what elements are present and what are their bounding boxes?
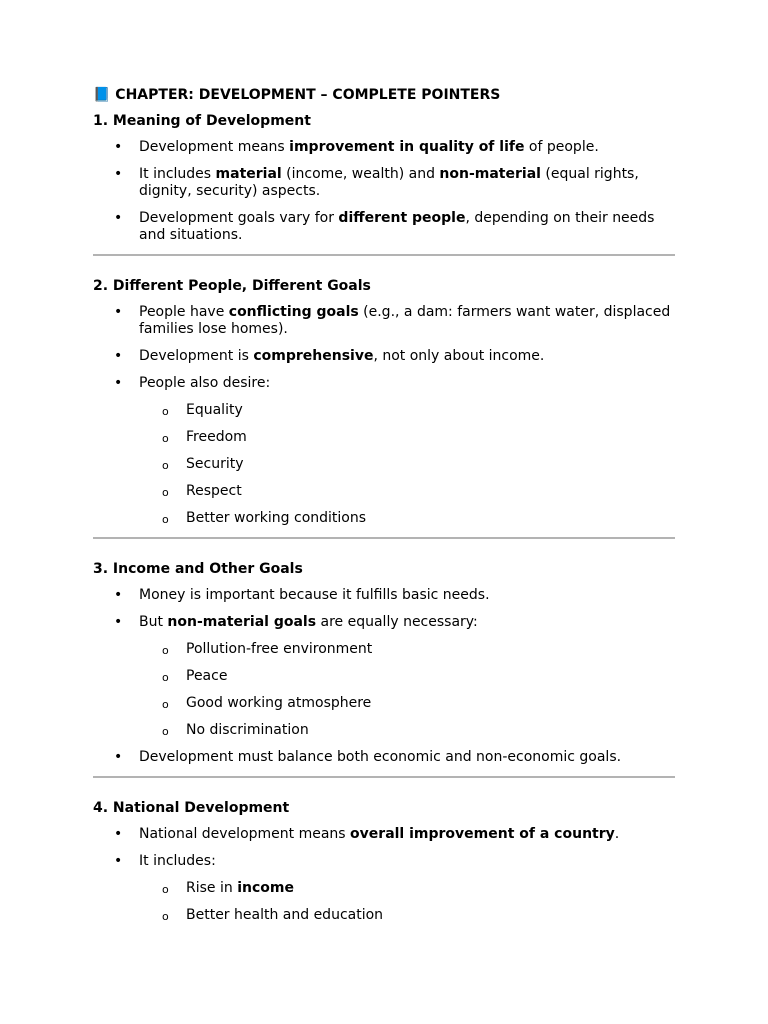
circle-bullet-icon: o xyxy=(162,405,169,418)
sub-list-item: o Good working atmosphere xyxy=(162,695,372,711)
sub-list-item: o Pollution-free environment xyxy=(162,641,373,657)
sub-list-item: o Rise in income xyxy=(162,880,294,896)
circle-bullet-icon: o xyxy=(162,459,169,472)
bullet-icon: • xyxy=(114,139,123,155)
bullet-icon: • xyxy=(114,166,123,182)
sub-list-item: o Security xyxy=(162,456,244,472)
circle-bullet-icon: o xyxy=(162,698,169,711)
section-heading: 4. National Development xyxy=(93,800,290,816)
circle-bullet-icon: o xyxy=(162,513,169,526)
sub-bullet-list xyxy=(139,880,675,924)
section-divider xyxy=(93,537,675,539)
bullet-icon: • xyxy=(114,210,123,226)
sub-list-item: o Respect xyxy=(162,483,242,499)
sub-list-item: o No discrimination xyxy=(162,722,309,738)
bullet-list xyxy=(93,139,675,244)
section-income-other-goals xyxy=(93,561,675,766)
document-title: 📘 CHAPTER: DEVELOPMENT – COMPLETE POINTERS xyxy=(93,87,501,103)
sub-bullet-list xyxy=(139,402,675,527)
section-meaning-of-development xyxy=(93,113,675,244)
sub-list-item: o Better working conditions xyxy=(162,510,367,526)
bullet-icon: • xyxy=(114,348,123,364)
sub-list-item: o Freedom xyxy=(162,429,247,445)
circle-bullet-icon: o xyxy=(162,486,169,499)
list-item: • Development is comprehensive, not only about income. xyxy=(114,348,545,364)
sub-list-item: o Equality xyxy=(162,402,243,418)
section-heading: 1. Meaning of Development xyxy=(93,113,311,129)
circle-bullet-icon: o xyxy=(162,644,169,657)
section-national-development xyxy=(93,800,675,924)
list-item: • Development means improvement in quality of life of people. xyxy=(114,139,599,155)
list-item: • It includes material (income, wealth) and non-material (equal rights, dignity, security) aspects. xyxy=(114,166,639,199)
section-different-people-goals xyxy=(93,278,675,527)
list-item: • Money is important because it fulfills basic needs. xyxy=(114,587,490,603)
list-item: • People have conflicting goals (e.g., a dam: farmers want water, displaced families lose homes). xyxy=(114,304,671,337)
bullet-list xyxy=(93,826,675,924)
circle-bullet-icon: o xyxy=(162,883,169,896)
list-item: • But non-material goals are equally necessary: o Pollution-free environment o Peace o Good working atmosphere o No discrimination xyxy=(93,614,675,739)
circle-bullet-icon: o xyxy=(162,432,169,445)
bullet-icon: • xyxy=(114,587,123,603)
list-item: • It includes: o Rise in income o Better health and education xyxy=(93,853,675,924)
list-item: • Development must balance both economic and non-economic goals. xyxy=(114,749,622,765)
document-content xyxy=(93,87,675,934)
section-heading: 3. Income and Other Goals xyxy=(93,561,303,577)
bullet-icon: • xyxy=(114,853,123,869)
circle-bullet-icon: o xyxy=(162,671,169,684)
sub-list-item: o Better health and education xyxy=(162,907,384,923)
list-item: • National development means overall improvement of a country. xyxy=(114,826,620,842)
bullet-icon: • xyxy=(114,375,123,391)
sub-bullet-list xyxy=(139,641,675,739)
bullet-icon: • xyxy=(114,749,123,765)
list-item: • People also desire: o Equality o Freedom o Security o Respect o Better working conditions xyxy=(93,375,675,527)
sub-list-item: o Peace xyxy=(162,668,228,684)
section-heading: 2. Different People, Different Goals xyxy=(93,278,371,294)
bullet-list xyxy=(93,587,675,766)
list-item: • Development goals vary for different people, depending on their needs and situations. xyxy=(114,210,655,243)
bullet-list xyxy=(93,304,675,527)
bullet-icon: • xyxy=(114,304,123,320)
circle-bullet-icon: o xyxy=(162,725,169,738)
circle-bullet-icon: o xyxy=(162,910,169,923)
bullet-icon: • xyxy=(114,614,123,630)
section-divider xyxy=(93,776,675,778)
section-divider xyxy=(93,254,675,256)
bullet-icon: • xyxy=(114,826,123,842)
